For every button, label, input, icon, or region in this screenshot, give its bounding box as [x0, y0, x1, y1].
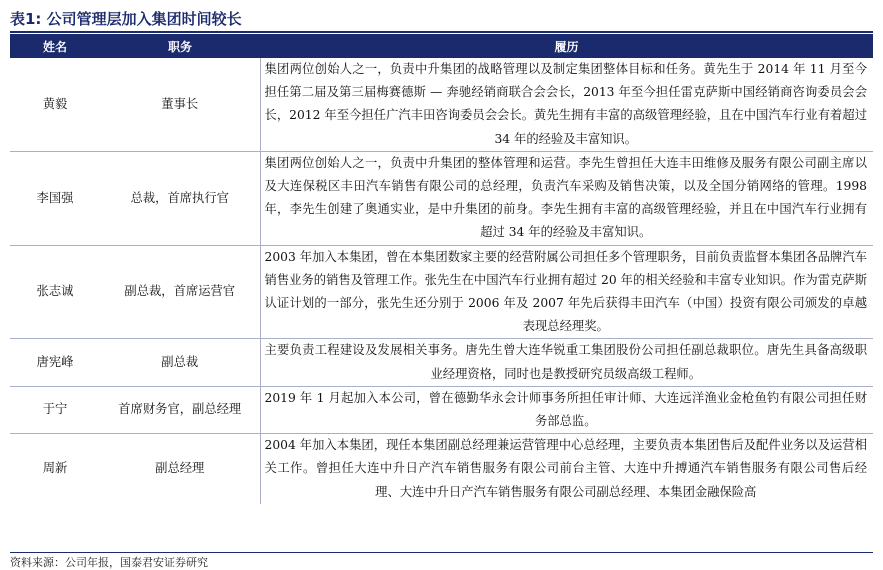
row-name: 唐宪峰 — [10, 339, 100, 386]
row-name: 张志诚 — [10, 245, 100, 339]
row-name: 李国强 — [10, 151, 100, 245]
header-bio: 履历 — [260, 34, 873, 58]
table-row — [10, 386, 873, 433]
table-title: 表1: 公司管理层加入集团时间较长 — [10, 10, 242, 28]
row-bio: 主要负责工程建设及发展相关事务。唐先生曾大连华锐重工集团股份公司担任副总裁职位。唐先生具备高级职业经理资格，同时也是教授研究员级高级工程师。 — [260, 339, 873, 386]
header-name: 姓名 — [10, 34, 100, 58]
row-name: 周新 — [42, 461, 68, 476]
row-name: 于宁 — [10, 386, 100, 433]
row-bio: 2004 年加入本集团，现任本集团副总经理兼运营管理中心总经理，主要负责本集团售后及配件业务以及运营相关工作。曾担任大连中升日产汽车销售服务有限公司前台主管、大连中升搏通汽车销售服务有限公司售后经理、大连中升日产汽车销售服务有限公司副总经理、本集团金融保险高 — [260, 434, 873, 504]
source-note: 资料来源：公司年报，国泰君安证券研究 — [10, 556, 208, 569]
row-bio: 集团两位创始人之一，负责中升集团的整体管理和运营。李先生曾担任大连丰田维修及服务有限公司副主席以及大连保税区丰田汽车销售有限公司的总经理，负责汽车采购及销售决策，以及全国分销网络的管理。1998 年，李先生创建了奥通实业，是中升集团的前身。李先生拥有丰富的高级管理经验，并且在中国汽车行业拥有超过 34 年的经验及丰富知识。 — [260, 151, 873, 245]
bottom-rule — [10, 552, 873, 553]
management-table — [10, 34, 873, 504]
row-position: 副总裁，首席运营官 — [100, 245, 260, 339]
header-position: 职务 — [100, 34, 260, 58]
row-position: 副总经理 — [155, 461, 205, 476]
row-position: 副总裁 — [100, 339, 260, 386]
table-row — [10, 245, 873, 339]
row-position: 董事长 — [100, 58, 260, 151]
row-bio: 集团两位创始人之一，负责中升集团的战略管理以及制定集团整体目标和任务。黄先生于 2014 年 11 月至今担任第二届及第三届梅赛德斯 — 奔驰经销商联合会会长，2013 年至今担任雷克萨斯中国经销商咨询委员会会长，2012 年至今担任广汽丰田咨询委员会会长。黄先生拥有丰富的高级管理经验，且在中国汽车行业有着超过 34 年的经验及丰富知识。 — [260, 58, 873, 151]
table-row — [10, 339, 873, 386]
table-row — [10, 151, 873, 245]
row-position: 总裁，首席执行官 — [100, 151, 260, 245]
table-row — [10, 58, 873, 151]
row-bio: 2019 年 1 月起加入本公司，曾在德勤华永会计师事务所担任审计师、大连远洋渔业金枪鱼钓有限公司担任财务部总监。 — [260, 386, 873, 433]
table-row — [10, 434, 873, 504]
row-bio: 2003 年加入本集团，曾在本集团数家主要的经营附属公司担任多个管理职务，目前负责监督本集团各品牌汽车销售业务的销售及管理工作。张先生在中国汽车行业拥有超过 20 年的相关经验和丰富专业知识。作为雷克萨斯认证计划的一部分，张先生还分别于 2006 年及 2007 年先后获得丰田汽车（中国）投资有限公司颁发的卓越表现总经理奖。 — [260, 245, 873, 339]
top-rule — [10, 31, 873, 33]
header-row — [10, 34, 873, 58]
row-position: 首席财务官，副总经理 — [100, 386, 260, 433]
row-name: 黄毅 — [10, 58, 100, 151]
